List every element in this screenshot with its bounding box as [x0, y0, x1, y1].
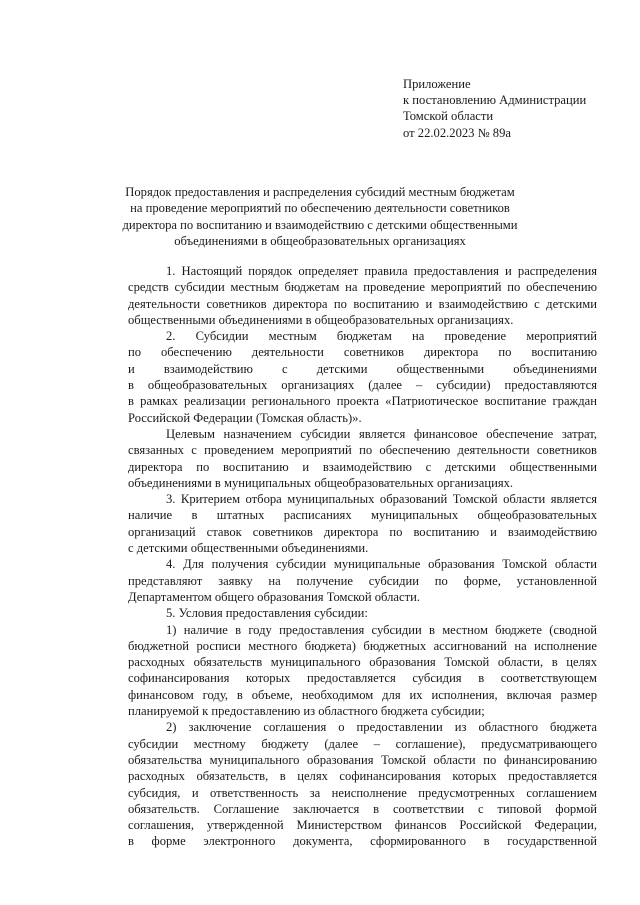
- text-line: деятельности советников директора по воспитанию и взаимодействию с детскими: [128, 296, 597, 311]
- title-line: на проведение мероприятий по обеспечению деятельности советников: [130, 201, 510, 216]
- title-line: директора по воспитанию и взаимодействию с детскими общественными: [122, 217, 518, 232]
- text-line: директора по воспитанию и взаимодействию с детскими общественными: [128, 459, 597, 474]
- text-line: наличие в штатных расписаниях муниципальных общеобразовательных: [128, 508, 597, 523]
- approval-line: к постановлению Администрации: [403, 93, 587, 108]
- approval-line: Приложение: [403, 77, 471, 91]
- paragraph-5: [90, 556, 597, 605]
- text-line: софинансирования которых предоставляется субсидия в соответствующем: [128, 671, 597, 686]
- paragraph-2: [90, 328, 597, 426]
- text-line: организаций ставок советников директора по воспитанию и взаимодействию: [128, 524, 597, 539]
- text-line: 1) наличие в году предоставления субсидии в местном бюджете (сводной: [166, 622, 597, 637]
- text-line: объединениями в муниципальных общеобразовательных организациях.: [128, 475, 514, 490]
- text-line: обязательства муниципального образования Томской области по финансированию: [128, 752, 597, 767]
- text-line: представляют заявку на получение субсидии по форме, установленной: [128, 573, 597, 588]
- paragraph-3: [90, 426, 597, 491]
- text-line: 4. Для получения субсидии муниципальные образования Томской области: [166, 557, 597, 572]
- text-line: по обеспечению деятельности советников директора по воспитанию: [128, 345, 597, 360]
- text-line: 2) заключение соглашения о предоставлении из областного бюджета: [166, 720, 597, 735]
- text-line: 2. Субсидии местным бюджетам на проведение мероприятий: [166, 329, 597, 344]
- text-line: финансовом году, в объеме, необходимом для их исполнения, включая размер: [128, 687, 597, 702]
- text-line: расходных обязательств муниципального образования Томской области, в целях: [128, 655, 597, 670]
- document-body: [90, 263, 597, 850]
- text-line: Российской Федерации (Томская область)».: [128, 410, 362, 425]
- paragraph-7: [90, 622, 597, 720]
- paragraph-1: [90, 263, 597, 328]
- title-line: объединениями в общеобразовательных организациях: [174, 234, 466, 249]
- text-line: в форме электронного документа, сформированного в государственной: [128, 834, 597, 849]
- text-line: планируемой к предоставлению из областного бюджета субсидии;: [128, 704, 485, 719]
- text-line: связанных с проведением мероприятий по обеспечению деятельности советников: [128, 443, 597, 458]
- text-line: 1. Настоящий порядок определяет правила предоставления и распределения: [166, 264, 597, 278]
- approval-block: [403, 76, 586, 141]
- text-line: Департаментом общего образования Томской области.: [128, 589, 420, 604]
- text-line: соглашения, утвержденной Министерством финансов Российской Федерации,: [128, 818, 597, 833]
- text-line: в общеобразовательных организациях (далее – субсидии) предоставляются: [128, 378, 597, 393]
- text-line: с детскими общественными объединениями.: [128, 541, 369, 556]
- title-line: Порядок предоставления и распределения субсидий местным бюджетам: [125, 185, 515, 199]
- approval-date: от 22.02.2023 № 89а: [403, 125, 511, 140]
- approval-line: Томской области: [403, 109, 494, 124]
- text-line: средств субсидии местным бюджетам на проведение мероприятий по обеспечению: [128, 280, 597, 295]
- document-title: [90, 184, 550, 250]
- text-line: Целевым назначением субсидии является финансовое обеспечение затрат,: [166, 426, 597, 441]
- paragraph-6: [90, 605, 597, 621]
- text-line: общественными объединениями в общеобразовательных организациях.: [128, 312, 514, 327]
- text-line: субсидии местному бюджету (далее – соглашение), предусматривающего: [128, 736, 597, 751]
- text-line: субсидия, и ответственность за неисполнение предусмотренных соглашением: [128, 785, 597, 800]
- text-line: 5. Условия предоставления субсидии:: [166, 606, 368, 621]
- text-line: расходных обязательств, в целях софинансирования которых предоставляется: [128, 769, 597, 784]
- paragraph-4: [90, 491, 597, 556]
- paragraph-8: [90, 719, 597, 849]
- text-line: 3. Критерием отбора муниципальных образований Томской области является: [166, 492, 597, 507]
- text-line: обязательств. Соглашение заключается в соответствии с типовой формой: [128, 801, 597, 816]
- text-line: бюджетной росписи местного бюджета) бюджетных ассигнований на исполнение: [128, 638, 597, 653]
- text-line: в рамках реализации регионального проекта «Патриотическое воспитание граждан: [128, 394, 597, 409]
- text-line: и взаимодействию с детскими общественными объединениями: [128, 361, 597, 376]
